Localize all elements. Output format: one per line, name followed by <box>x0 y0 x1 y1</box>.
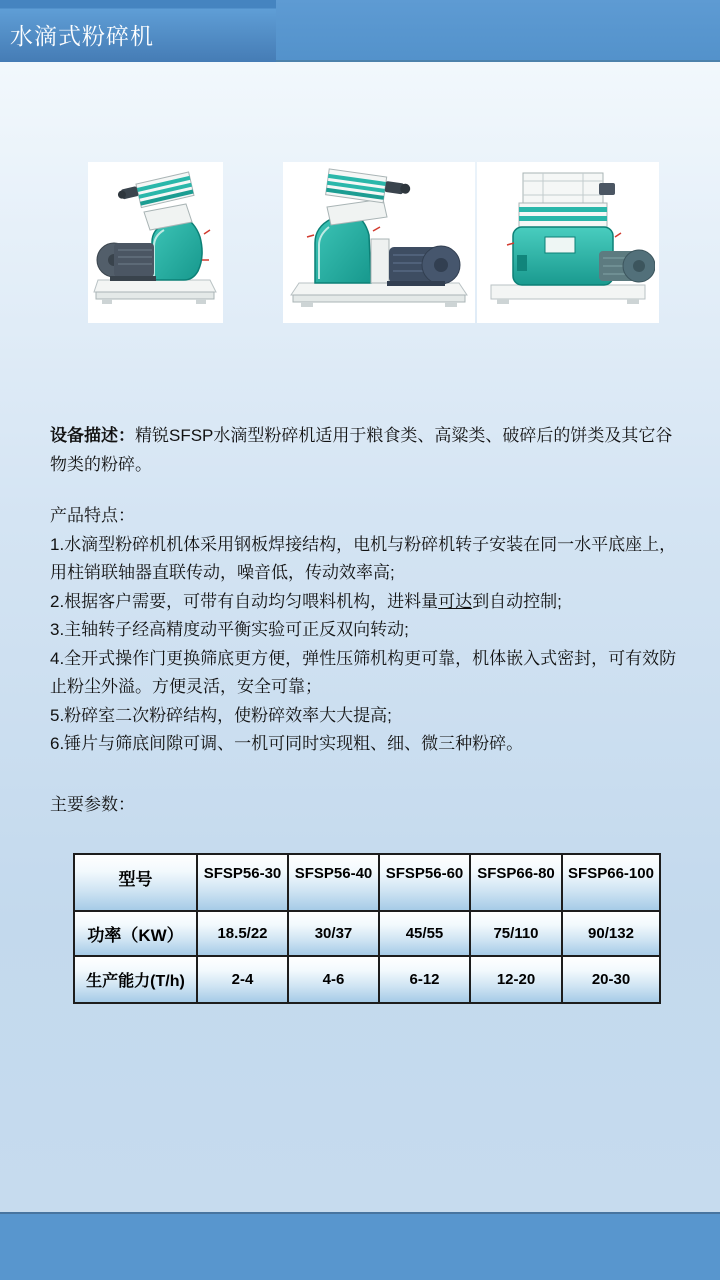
table-header-sfsp56-40: SFSP56-40 <box>289 855 380 912</box>
parameters-table <box>73 853 661 1004</box>
features-heading: 产品特点： <box>50 506 135 525</box>
crusher-machine-illustration-front <box>481 167 655 319</box>
parameters-heading: 主要参数： <box>50 795 135 814</box>
table-row-capacity-label: 生产能力(T/h) <box>75 957 198 1002</box>
feature-item-4: 4.全开式操作门更换筛底更方便，弹性压筛机构更可靠，机体嵌入式密封，可有效防止粉尘外溢。方便灵活，安全可靠； <box>50 648 677 696</box>
feature-item-1: 1.水滴型粉碎机机体采用钢板焊接结构，电机与粉碎机转子安装在同一水平底座上，用柱销联轴器直联传动，噪音低，传动效率高; <box>50 534 677 582</box>
crusher-machine-illustration-right <box>287 167 471 319</box>
table-cell-power-1: 18.5/22 <box>198 912 289 957</box>
page-header <box>0 0 720 62</box>
table-cell-capacity-5: 20-30 <box>563 957 659 1002</box>
table-cell-capacity-2: 4-6 <box>289 957 380 1002</box>
table-header-model: 型号 <box>75 855 198 912</box>
feature-item-6: 6.锤片与筛底间隙可调、一机可同时实现粗、细、微三种粉碎。 <box>50 734 524 753</box>
table-cell-capacity-1: 2-4 <box>198 957 289 1002</box>
description-text: 精锐SFSP水滴型粉碎机适用于粮食类、高粱类、破碎后的饼类及其它谷物类的粉碎。 <box>50 426 673 474</box>
feature-item-2-pre: 2.根据客户需要，可带有自动均匀喂料机构，进料量 <box>50 591 439 611</box>
page-footer <box>0 1212 720 1280</box>
description-label: 设备描述： <box>50 426 135 445</box>
feature-item-2-post: 到自动控制; <box>472 591 562 611</box>
table-cell-power-2: 30/37 <box>289 912 380 957</box>
crusher-machine-illustration-left <box>92 168 219 318</box>
feature-item-3: 3.主轴转子经高精度动平衡实验可正反双向转动; <box>50 620 409 639</box>
table-cell-power-3: 45/55 <box>380 912 471 957</box>
feature-item-2-underlined: 可达 <box>438 591 473 611</box>
product-image-2[interactable] <box>283 162 475 323</box>
device-description <box>50 421 678 479</box>
table-header-sfsp56-30: SFSP56-30 <box>198 855 289 912</box>
header-title-tab[interactable] <box>0 0 276 62</box>
table-cell-capacity-3: 6-12 <box>380 957 471 1002</box>
table-cell-power-4: 75/110 <box>471 912 563 957</box>
page-title: 水滴式粉碎机 <box>10 22 154 49</box>
product-features <box>50 502 678 759</box>
feature-item-5: 5.粉碎室二次粉碎结构，使粉碎效率大大提高; <box>50 705 392 725</box>
product-image-1[interactable] <box>88 162 223 323</box>
feature-item-2 <box>50 588 678 617</box>
table-header-sfsp66-80: SFSP66-80 <box>471 855 563 912</box>
table-header-sfsp56-60: SFSP56-60 <box>380 855 471 912</box>
table-header-sfsp66-100: SFSP66-100 <box>563 855 659 912</box>
product-image-3[interactable] <box>477 162 659 323</box>
table-row-power-label: 功率（KW） <box>75 912 198 957</box>
table-cell-capacity-4: 12-20 <box>471 957 563 1002</box>
table-cell-power-5: 90/132 <box>563 912 659 957</box>
